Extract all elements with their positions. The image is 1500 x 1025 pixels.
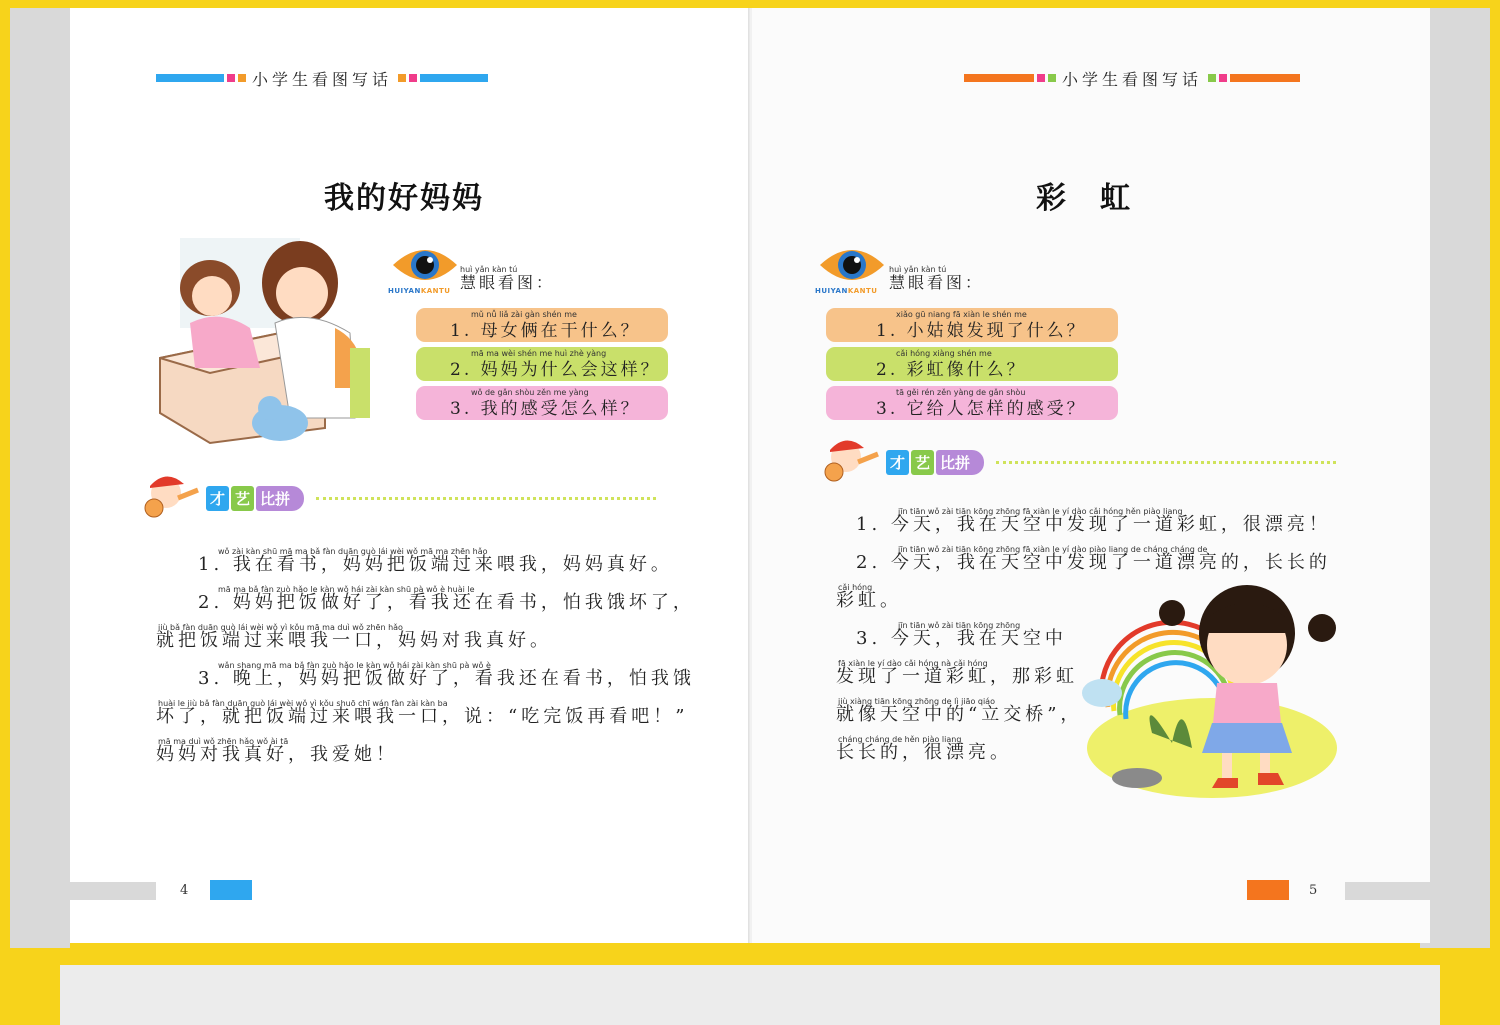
left-text-line-2: mā ma bǎ fàn zuò hǎo le kàn wǒ hái zài kàn shū pà wǒ è huài le 2. 妈妈把饭做好了，看我还在看书，怕我饿坏了， (198, 585, 695, 613)
left-text-line-3: jiù bǎ fàn duān guò lái wèi wǒ yì kǒu mā ma duì wǒ zhēn hǎo 就把饭端过来喂我一口，妈妈对我真好。 (156, 623, 552, 651)
huiyan-kantu-label: huì yǎn kàn tú 慧眼看图： (889, 265, 985, 292)
eye-icon (817, 240, 887, 290)
question-2: mā ma wèi shén me huì zhè yàng 2. 妈妈为什么会这样？ (416, 347, 668, 381)
right-text-line-2: jīn tiān wǒ zài tiān kōng zhōng fā xiàn le yí dào piào liang de cháng cháng de 2. 今天，我在天空中发现了一道漂亮的，长长的 (856, 545, 1331, 573)
right-text-line-7: cháng cháng de hěn piào liang 长长的，很漂亮。 (836, 735, 1012, 763)
page-number: 4 (180, 883, 189, 898)
right-page (752, 8, 1430, 943)
left-text-line-1: wǒ zài kàn shū mā ma bǎ fàn duān guò lái wèi wǒ mā ma zhēn hǎo 1. 我在看书，妈妈把饭端过来喂我，妈妈真好。 (198, 547, 673, 575)
right-text-line-4: jīn tiān wǒ zài tiān kōng zhōng 3. 今天，我在天空中 (856, 621, 1067, 649)
dotted-divider (996, 461, 1336, 466)
right-text-line-1: jīn tiān wǒ zài tiān kōng zhōng fā xiàn le yí dào cǎi hóng hěn piào liang 1. 今天，我在天空中发现了一道彩虹，很漂亮！ (856, 507, 1331, 535)
eye-brand-label: HUIYANKANTU (388, 287, 451, 295)
book-edge-left (10, 8, 70, 948)
question-2: cǎi hóng xiàng shén me 2. 彩虹像什么？ (826, 347, 1118, 381)
right-text-line-3: cǎi hóng 彩虹。 (836, 583, 902, 611)
next-book-preview (60, 965, 1440, 1025)
page-title: 彩 虹 (1036, 181, 1132, 216)
book-title: 小学生看图写话 (252, 69, 393, 89)
boy-mascot-icon (818, 432, 888, 488)
girl-rainbow-illustration (1082, 573, 1362, 803)
left-page-header (156, 68, 488, 88)
question-1: xiǎo gū niang fā xiàn le shén me 1. 小姑娘发现了什么？ (826, 308, 1118, 342)
book-title: 小学生看图写话 (1062, 69, 1203, 89)
question-3: tā gěi rén zěn yàng de gǎn shòu 3. 它给人怎样的感受？ (826, 386, 1118, 420)
left-text-line-5: huài le jiù bǎ fàn duān guò lái wèi wǒ yì kǒu shuō chī wán fàn zài kàn ba 坏了，就把饭端过来喂我一口，说：“吃完饭再看吧！” (156, 699, 689, 727)
left-page (70, 8, 750, 943)
right-page-header (964, 68, 1300, 88)
huiyan-kantu-label: huì yǎn kàn tú 慧眼看图： (460, 265, 556, 292)
page-title: 我的好妈妈 (324, 181, 484, 216)
page-number: 5 (1309, 883, 1318, 898)
boy-mascot-icon (138, 468, 208, 524)
question-1: mǔ nǚ liǎ zài gàn shén me 1. 母女俩在干什么？ (416, 308, 668, 342)
dotted-divider (316, 497, 656, 502)
left-text-line-4: wǎn shang mā ma bǎ fàn zuò hǎo le kàn wǒ hái zài kàn shū pà wǒ è 3. 晚上，妈妈把饭做好了，看我还在看书，怕我饿 (198, 661, 695, 689)
question-3: wǒ de gǎn shòu zěn me yàng 3. 我的感受怎么样？ (416, 386, 668, 420)
left-text-line-6: mā ma duì wǒ zhēn hǎo wǒ ài tā 妈妈对我真好，我爱她！ (156, 737, 398, 765)
eye-icon (390, 240, 460, 290)
right-text-line-5: fā xiàn le yí dào cǎi hóng nà cǎi hóng 发现了一道彩虹，那彩虹 (836, 659, 1078, 687)
right-text-line-6: jiù xiàng tiān kōng zhōng de lì jiāo qiáo 就像天空中的“立交桥”， (836, 697, 1083, 725)
mother-daughter-illustration (150, 228, 390, 448)
eye-brand-label: HUIYANKANTU (815, 287, 878, 295)
contest-label: 才 艺 比拼 (886, 450, 986, 475)
book-edge-right (1420, 8, 1490, 948)
contest-label: 才 艺 比拼 (206, 486, 306, 511)
